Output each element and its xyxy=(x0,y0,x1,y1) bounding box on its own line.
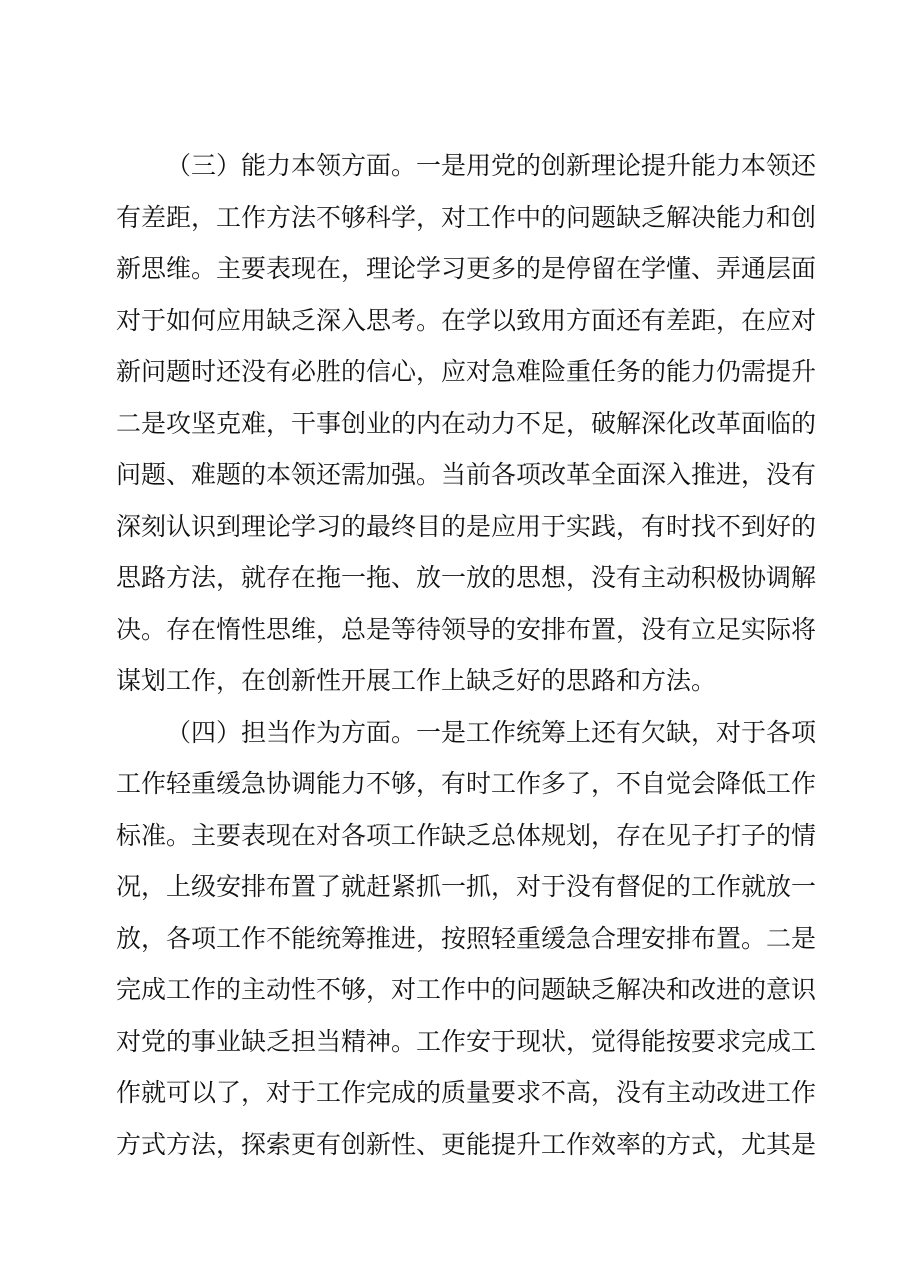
text-line: 二是攻坚克难，干事创业的内在动力不足，破解深化改革面临的 xyxy=(116,408,817,438)
text-line: 新问题时还没有必胜的信心，应对急难险重任务的能力仍需提升 xyxy=(116,357,817,386)
text-line: 作就可以了，对于工作完成的质量要求不高，没有主动改进工作 xyxy=(116,1078,817,1107)
text-line: 深刻认识到理论学习的最终目的是应用于实践，有时找不到好的 xyxy=(116,511,817,541)
text-line: 对党的事业缺乏担当精神。工作安于现状，觉得能按要求完成工 xyxy=(116,1026,817,1056)
text-line: 况，上级安排布置了就赶紧抓一抓，对于没有督促的工作就放一 xyxy=(116,872,817,901)
text-line: 思路方法，就存在拖一拖、放一放的思想，没有主动积极协调解 xyxy=(116,563,817,592)
text-line: 放，各项工作不能统筹推进，按照轻重缓急合理安排布置。二是 xyxy=(116,923,817,953)
text-line: 方式方法，探索更有创新性、更能提升工作效率的方式，尤其是 xyxy=(116,1129,817,1159)
text-line: 标准。主要表现在对各项工作缺乏总体规划，存在见子打子的情 xyxy=(116,820,817,850)
document-body xyxy=(116,140,816,1170)
paragraph-ability xyxy=(116,140,816,707)
text-line: （三）能力本领方面。一是用党的创新理论提升能力本领还 xyxy=(166,151,817,180)
text-line: 问题、难题的本领还需加强。当前各项改革全面深入推进，没有 xyxy=(116,460,817,489)
text-line: 完成工作的主动性不够，对工作中的问题缺乏解决和改进的意识 xyxy=(116,975,817,1004)
text-line: 对于如何应用缺乏深入思考。在学以致用方面还有差距，在应对 xyxy=(116,305,817,335)
paragraph-responsibility xyxy=(116,707,816,1171)
text-line: 工作轻重缓急协调能力不够，有时工作多了，不自觉会降低工作 xyxy=(116,769,817,798)
text-line: 有差距，工作方法不够科学，对工作中的问题缺乏解决能力和创 xyxy=(116,202,817,232)
text-line: 谋划工作，在创新性开展工作上缺乏好的思路和方法。 xyxy=(116,666,717,695)
text-line: 新思维。主要表现在，理论学习更多的是停留在学懂、弄通层面 xyxy=(116,254,817,283)
text-line: （四）担当作为方面。一是工作统筹上还有欠缺，对于各项 xyxy=(166,717,817,747)
text-line: 决。存在惰性思维，总是等待领导的安排布置，没有立足实际将 xyxy=(116,614,817,644)
